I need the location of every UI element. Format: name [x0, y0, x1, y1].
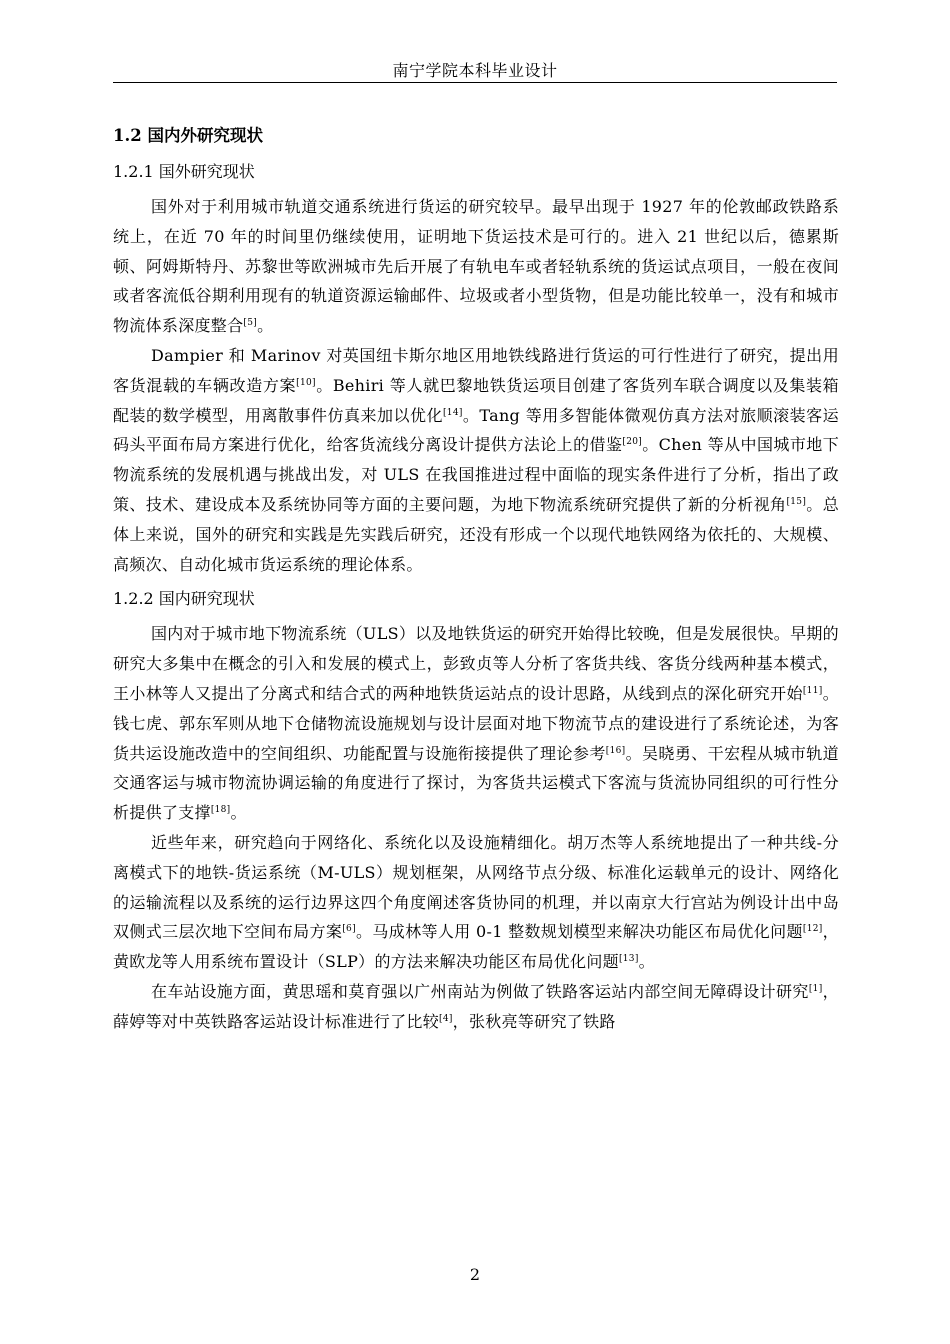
paragraph-text: 近些年来，研究趋向于网络化、系统化以及设施精细化。胡万杰等人系统地提出了一种共线-分离模式下的地铁-货运系统（M-ULS）规划框架，从网络节点分级、标准化运载单元的设计、网络化的运输流程以及系统的运行边界这四个角度阐述客货协同的机理，并以南京大行宫站为例设计出中岛双侧式三层次地下空间布局方案 — [113, 832, 839, 942]
paragraph-text: 。Behiri 等人就巴黎地铁货运项目创建了客货列车联合调度以及集装箱配装的数学模型，用离散事件仿真来加以优化 — [113, 375, 839, 425]
citation-reference: [6] — [342, 924, 356, 935]
paragraph-text: 。Tang 等用多智能体微观仿真方法对旅顺滚装客运码头平面布局方案进行优化，给客货流线分离设计提供方法论上的借鉴 — [113, 405, 839, 455]
body-content — [113, 120, 839, 1037]
citation-reference: [16] — [605, 745, 626, 756]
subsection-heading-foreign: 1.2.1 国外研究现状 — [113, 162, 255, 181]
citation-reference: [4] — [439, 1013, 453, 1024]
paragraph-text: ，张秋亮等研究了铁路 — [452, 1011, 616, 1031]
section-heading: 1.2 国内外研究现状 — [113, 126, 263, 145]
paragraph-text: 。总体上来说，国外的研究和实践是先实践后研究，还没有形成一个以现代地铁网络为依托的、大规模、高频次、自动化城市货运系统的理论体系。 — [113, 494, 839, 574]
subsection-heading-domestic: 1.2.2 国内研究现状 — [113, 589, 255, 609]
citation-reference: [14] — [443, 407, 463, 418]
paragraph-text: 国外对于利用城市轨道交通系统进行货运的研究较早。最早出现于 1927 年的伦敦邮政铁路系统上，在近 70 年的时间里仍继续使用，证明地下货运技术是可行的。进入 21 世纪以后，德累斯顿、阿姆斯特丹、苏黎世等欧洲城市先后开展了有轨电车或者轻轨系统的货运试点项目，一般在夜间或者客流低谷期利用现有的轨道资源运输邮件、垃圾或者小型货物，但是功能比较单一，没有和城市物流体系深度整合 — [113, 197, 839, 336]
page-header-title: 南宁学院本科毕业设计 — [392, 61, 558, 80]
citation-reference: [11] — [802, 685, 823, 696]
paragraph — [113, 341, 839, 579]
paragraph-text: 。 — [230, 803, 247, 823]
paragraph-text: Dampier 和 Marinov 对英国纽卡斯尔地区用地铁线路进行货运的可行性进行了研究，提出用客货混载的车辆改造方案 — [113, 345, 839, 395]
paragraph-text: 。吴晓勇、干宏程从城市轨道交通客运与城市物流协调运输的角度进行了探讨，为客货共运模式下客流与货流协同组织的可行性分析提供了支撑 — [113, 743, 839, 823]
citation-reference: [5] — [243, 318, 258, 329]
paragraph-text: 。Chen 等从中国城市地下物流系统的发展机遇与挑战出发，对 ULS 在我国推进过程中面临的现实条件进行了分析，指出了政策、技术、建设成本及系统协同等方面的主要问题，为地下物流系统研究提供了新的分析视角 — [113, 435, 839, 514]
paragraph-text: ，黄欧龙等人用系统布置设计（SLP）的方法来解决功能区布局优化问题 — [113, 922, 839, 972]
paragraph-text: 。 — [257, 316, 274, 336]
page-number: 2 — [469, 1265, 481, 1284]
paragraph — [113, 192, 839, 341]
paragraph — [113, 977, 839, 1037]
paragraph-text: 。钱七虎、郭东军则从地下仓储物流设施规划与设计层面对地下物流节点的建设进行了系统论述，为客货共运设施改造中的空间组织、功能配置与设施衔接提供了理论参考 — [113, 683, 839, 763]
citation-reference: [13] — [618, 954, 639, 965]
paragraph — [113, 828, 839, 977]
paragraph-text: 国内对于城市地下物流系统（ULS）以及地铁货运的研究开始得比较晚，但是发展很快。早期的研究大多集中在概念的引入和发展的模式上，彭致贞等人分析了客货共线、客货分线两种基本模式，王小林等人又提出了分离式和结合式的两种地铁货运站点的设计思路，从线到点的深化研究开始 — [113, 624, 839, 703]
header-divider — [113, 82, 837, 83]
paragraph-text: 。 — [638, 952, 655, 972]
citation-reference: [15] — [786, 496, 807, 507]
citation-reference: [18] — [210, 805, 231, 816]
citation-reference: [20] — [622, 437, 643, 448]
paragraph — [113, 619, 839, 828]
citation-reference: [1] — [808, 983, 823, 994]
citation-reference: [12] — [802, 924, 823, 935]
paragraph-text: 。马成林等人用 0-1 整数规划模型来解决功能区布局优化问题 — [355, 922, 803, 942]
paragraph-text: ，薛婷等对中英铁路客运站设计标准进行了比较 — [113, 981, 839, 1031]
citation-reference: [10] — [296, 377, 316, 388]
paragraph-text: 在车站设施方面，黄思瑶和莫育强以广州南站为例做了铁路客运站内部空间无障碍设计研究 — [151, 981, 809, 1001]
